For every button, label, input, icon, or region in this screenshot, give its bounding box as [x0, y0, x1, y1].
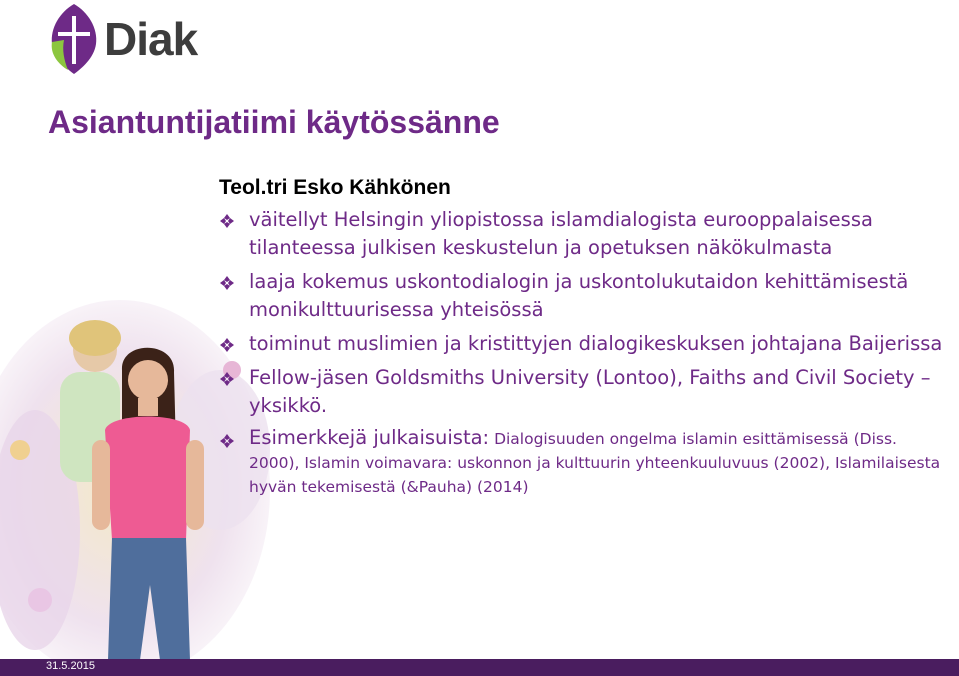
- bullet-text: toiminut muslimien ja kristittyjen dialogikeskuksen johtajana Baijerissa: [249, 332, 943, 355]
- diamond-bullet-icon: [219, 337, 235, 353]
- bullet-text: väitellyt Helsingin yliopistossa islamdialogista eurooppalaisessa tilanteessa julkisen keskustelun ja opetuksen näkökulmasta: [249, 208, 873, 259]
- logo-text: Diak: [104, 13, 198, 65]
- diak-logo-mark-icon: [46, 2, 102, 76]
- diamond-bullet-icon: [219, 275, 235, 291]
- list-item: [219, 330, 949, 358]
- list-item: [219, 206, 949, 262]
- bullet-list: [219, 206, 949, 498]
- list-item: [219, 426, 949, 498]
- footer-date: 31.5.2015: [46, 660, 95, 672]
- diamond-bullet-icon: [219, 433, 235, 449]
- diak-logo: [46, 2, 206, 76]
- bullet-text: laaja kokemus uskontodialogin ja uskontolukutaidon kehittämisestä monikulttuurisessa yhteisössä: [249, 270, 909, 321]
- bullet-lead: Esimerkkejä julkaisuista:: [249, 426, 490, 449]
- slide-title: Asiantuntijatiimi käytössänne: [48, 104, 500, 140]
- diamond-bullet-icon: [219, 371, 235, 387]
- speaker-name: Teol.tri Esko Kähkönen: [219, 176, 451, 199]
- list-item: [219, 268, 949, 324]
- list-item: [219, 364, 949, 420]
- content-area: [219, 176, 949, 504]
- footer-bar: [0, 659, 959, 676]
- bullet-text: Dialogisuuden ongelma islamin esittämisessä (Diss. 2000), Islamin voimavara: uskonnon ja kulttuurin yhteenkuuluvuus (2002), Islamilaisesta hyvän tekemisestä (&Pauha) (2014): [249, 430, 941, 496]
- diamond-bullet-icon: [219, 213, 235, 229]
- bullet-text: Fellow-jäsen Goldsmiths University (Lontoo), Faiths and Civil Society –yksikkö.: [249, 366, 931, 417]
